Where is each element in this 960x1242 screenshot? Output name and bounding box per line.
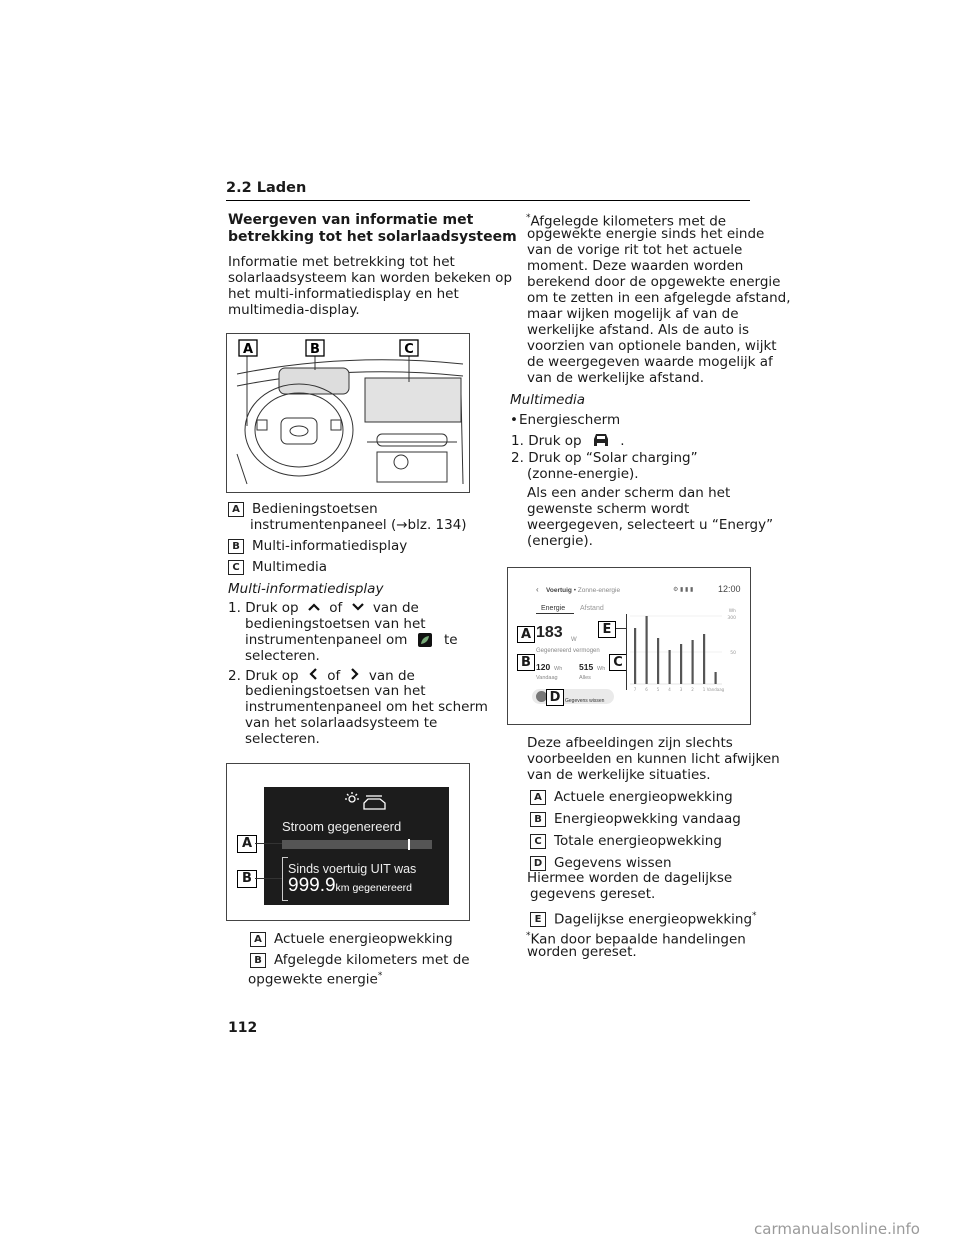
x-label-5: 5: [656, 687, 660, 692]
power-bar-marker: [408, 839, 410, 850]
footnote-line1: *Kan door bepaalde handelingen: [526, 931, 746, 948]
r-step2b-line2: gewenste scherm wordt: [527, 501, 690, 517]
fig1-label-c: C: [404, 342, 414, 357]
mid-figure: [226, 763, 470, 921]
legend1-a-line2: instrumentenpaneel (→blz. 134): [250, 517, 467, 533]
solar-leaf-icon: [418, 633, 432, 647]
legend1-c: C Multimedia: [228, 559, 327, 575]
today-value: 120: [536, 662, 551, 672]
section-title: 2.2 Laden: [226, 180, 307, 196]
note-line5: berekend door de opgewekte energie: [527, 274, 781, 290]
r-legend-b: B Energieopwekking vandaag: [530, 811, 741, 827]
legend2-a: A Actuele energieopwekking: [250, 931, 453, 947]
screen-label-b: B: [517, 654, 535, 671]
fig1-label-b: B: [310, 342, 320, 357]
r-step2b-line3: weergegeven, selecteert u “Energy”: [527, 517, 774, 533]
x-label-Vandaag: Vandaag: [706, 687, 725, 692]
legend1-b-key: B: [228, 539, 244, 554]
mid-screen: [264, 787, 449, 905]
x-label-7: 7: [633, 687, 637, 692]
step1-line2: bedieningstoetsen van het: [245, 616, 426, 632]
km-value: 999.9km gegenereerd: [288, 875, 413, 896]
energy-screen: [508, 568, 750, 724]
bar-7: [634, 628, 636, 684]
y-tick-top: 300: [727, 616, 736, 621]
disclaimer-line3: van de werkelijke situaties.: [527, 767, 711, 783]
back-chevron[interactable]: ‹: [536, 585, 539, 594]
intro-line1: Informatie met betrekking tot het: [228, 254, 455, 270]
x-label-3: 3: [679, 687, 683, 692]
chevron-down-icon: [347, 600, 369, 616]
r-step2b-line4: (energie).: [527, 533, 593, 549]
all-value: 515: [579, 662, 594, 672]
today-label: Vandaag: [536, 675, 558, 681]
screen-label-e-line: [616, 628, 626, 629]
step2-line4: van het solarlaadsysteem te: [245, 715, 438, 731]
screen-label-c: C: [609, 654, 627, 671]
r-legend-e: E Dagelijkse energieopwekking*: [530, 908, 757, 928]
step1-line3: instrumentenpaneel om te: [245, 632, 458, 648]
r-legend-c: C Totale energieopwekking: [530, 833, 722, 849]
note-line2: opgewekte energie sinds het einde: [527, 226, 765, 242]
clear-data-label: Gegevens wissen: [565, 698, 605, 704]
note-line7: maar wijken mogelijk af van de: [527, 306, 739, 322]
screen-label-a: A: [517, 626, 535, 643]
current-power: 183: [536, 624, 563, 641]
clear-data-button[interactable]: [532, 689, 614, 704]
step1-line4: selecteren.: [245, 648, 320, 664]
current-power-label: Gegenereerd vermogen: [536, 648, 600, 654]
today-unit: Wh: [554, 666, 563, 672]
page-number: 112: [228, 1020, 258, 1036]
bar-Vandaag: [715, 672, 717, 684]
fig1-label-a: A: [242, 342, 254, 357]
r-step2-line2: (zonne-energie).: [527, 466, 639, 482]
legend1-c-key: C: [228, 560, 244, 575]
screen-label-e-bracket: [626, 614, 629, 690]
dashboard-drawing: [227, 334, 469, 492]
mid-heading: Multi-informatiedisplay: [228, 581, 384, 597]
bracket-b: [282, 857, 288, 901]
multimedia-heading: Multimedia: [510, 392, 586, 408]
legend1-a: A Bedieningstoetsen: [228, 501, 378, 517]
bullet: •: [510, 412, 518, 428]
axis-unit: Wh: [728, 609, 736, 614]
screen-label-d: D: [546, 689, 564, 706]
note-line11: van de werkelijke afstand.: [527, 370, 705, 386]
mid-label-a-line: [255, 843, 282, 844]
chevron-up-icon: [303, 600, 325, 616]
all-unit: Wh: [597, 666, 606, 672]
left-heading-line1: Weergeven van informatie met: [228, 212, 474, 228]
left-heading-line2: betrekking tot het solarlaadsysteem: [228, 229, 517, 245]
note-line4: moment. Deze waarden worden: [527, 258, 744, 274]
y-tick-mid: 50: [730, 651, 736, 656]
bar-3: [680, 644, 682, 684]
r-step2-line1: 2. Druk op “Solar charging”: [511, 450, 698, 466]
tab-energie-underline: [536, 613, 574, 614]
energy-figure: [507, 567, 751, 725]
footnote-line2: worden gereset.: [527, 944, 637, 960]
x-label-6: 6: [645, 687, 648, 692]
mid-label-a: A: [237, 835, 257, 853]
intro-line2: solarlaadsysteem kan worden bekeken op: [228, 270, 513, 286]
note-line1: *Afgelegde kilometers met de: [526, 213, 727, 230]
screen-label-e: E: [598, 621, 616, 638]
r-legend-d: D Gegevens wissen: [530, 855, 672, 871]
car-icon: [586, 431, 616, 451]
x-label-1: 1: [702, 687, 706, 692]
bar-5: [657, 638, 659, 684]
watermark[interactable]: carmanualsonline.info: [754, 1220, 920, 1238]
step2-line5: selecteren.: [245, 731, 320, 747]
energy-bar-chart: [626, 608, 742, 694]
legend1-b: B Multi-informatiedisplay: [228, 538, 407, 554]
legend2-b: B Afgelegde kilometers met de: [250, 952, 470, 968]
intro-line4: multimedia-display.: [228, 302, 360, 318]
clock: 12:00: [718, 584, 741, 594]
bar-1: [703, 634, 705, 684]
stroom-label: Stroom gegenereerd: [282, 819, 402, 834]
power-bar: [282, 840, 432, 849]
legend2-b-line2: opgewekte energie*: [248, 971, 383, 988]
mid-label-b-line: [255, 878, 282, 879]
solar-car-icon: [344, 791, 390, 813]
x-label-4: 4: [668, 687, 671, 692]
section-header: [226, 180, 750, 196]
r-step1: 1. Druk op .: [511, 433, 625, 449]
step2-line1: 2. Druk op of van de: [228, 668, 415, 684]
energiescherm-label: Energiescherm: [519, 412, 621, 428]
step2-line2: bedieningstoetsen van het: [245, 683, 426, 699]
current-power-unit: W: [571, 637, 577, 643]
status-icons: ⚙ ▮ ▮ ▮: [673, 587, 694, 593]
intro-line3: het multi-informatiedisplay en het: [228, 286, 459, 302]
r-step2b-line1: Als een ander scherm dan het: [527, 485, 731, 501]
step2-line3: instrumentenpaneel om het scherm: [245, 699, 488, 715]
note-line10: de weergegeven waarde mogelijk af: [527, 354, 773, 370]
mid-label-b: B: [237, 870, 257, 888]
r-legend-d-line3: gegevens gereset.: [530, 886, 656, 902]
bar-4: [669, 650, 671, 684]
legend1-a-key: A: [228, 502, 244, 517]
sinds-label: Sinds voertuig UIT was: [288, 862, 417, 876]
step1-line1: 1. Druk op of van de: [228, 600, 419, 616]
note-line6: om te zetten in een afgelegde afstand,: [527, 290, 791, 306]
breadcrumb: Voertuig • Zonne-energie: [546, 587, 621, 594]
disclaimer-line1: Deze afbeeldingen zijn slechts: [527, 735, 733, 751]
note-line9: voorzien van optionele banden, wijkt: [527, 338, 777, 354]
section-rule: [226, 200, 750, 201]
bar-2: [692, 640, 694, 684]
disclaimer-line2: voorbeelden en kunnen licht afwijken: [527, 751, 780, 767]
note-line3: van de vorige rit tot het actuele: [527, 242, 743, 258]
r-legend-a: A Actuele energieopwekking: [530, 789, 733, 805]
all-label: Alles: [579, 675, 591, 681]
bar-6: [646, 616, 648, 684]
tab-energie[interactable]: Energie: [541, 605, 566, 612]
note-line8: werkelijke afstand. Als de auto is: [527, 322, 749, 338]
tab-afstand[interactable]: Afstand: [580, 605, 604, 612]
r-legend-d-line2: Hiermee worden de dagelijkse: [527, 870, 733, 886]
dashboard-figure: [226, 333, 470, 493]
x-label-2: 2: [691, 687, 694, 692]
